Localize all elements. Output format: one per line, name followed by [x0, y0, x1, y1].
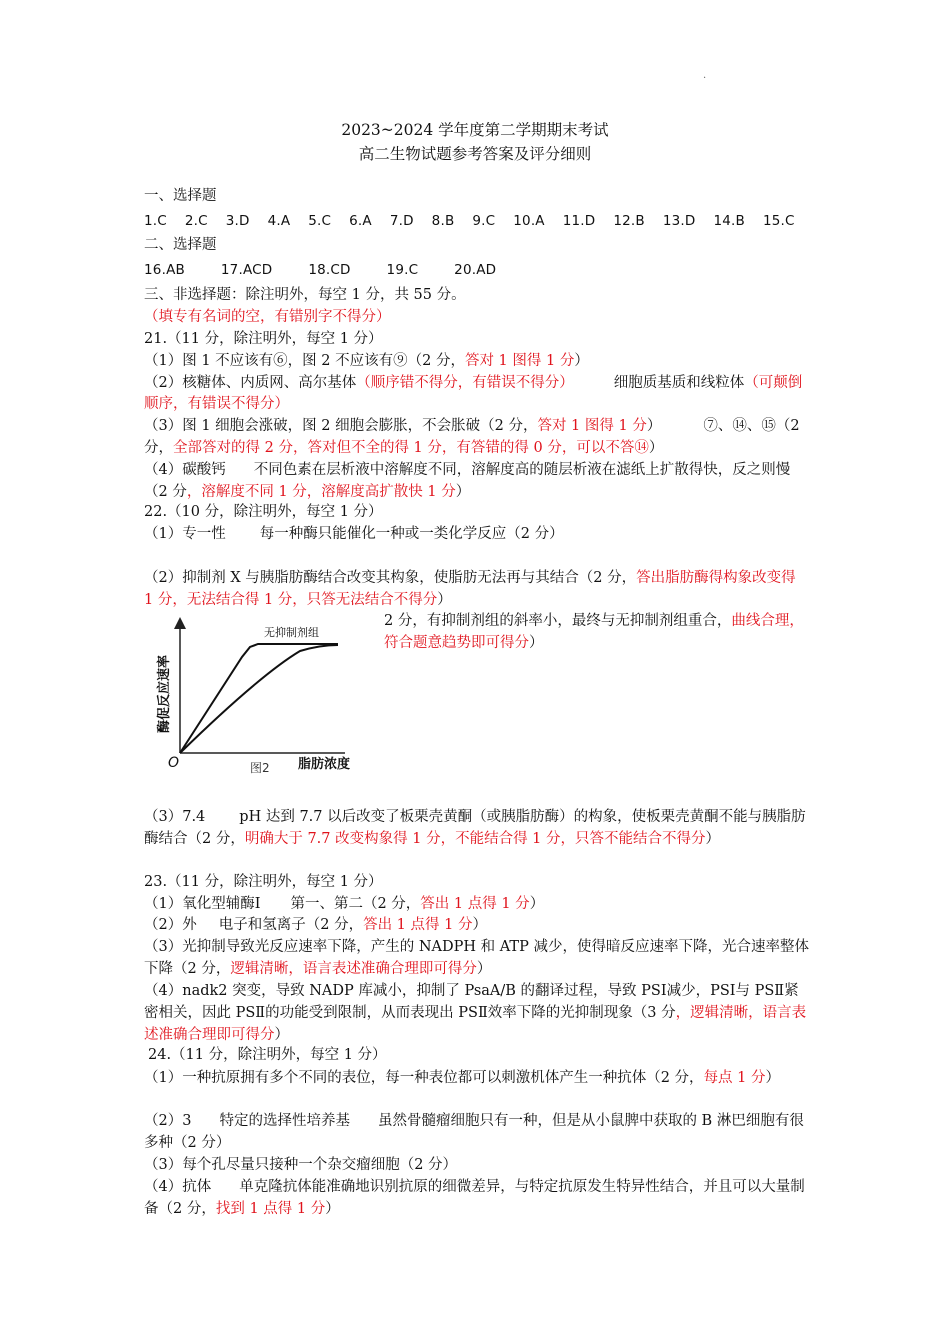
q21-part4: [144, 459, 809, 503]
q24-part3: （3）每个孔尽量只接种一个杂交瘤细胞（2 分）: [144, 1157, 458, 1173]
q21-p3-scoring2: 全部答对的得 2 分，答对但不全的得 1 分，有答错的得 0 分，可以不答⑭: [173, 440, 649, 456]
q23-part4: [144, 980, 809, 1046]
q24-p1-text: （1）一种抗原拥有多个不同的表位，每一种表位都可以刺激机体产生一种抗体（2 分，: [144, 1070, 704, 1086]
q22-p1-answer: （1）专一性: [144, 526, 226, 542]
q23-part3: [144, 936, 809, 980]
q23-p3-text: （3）光抑制导致光反应速率下降，产生的 NADPH 和 ATP 减少，使得暗反应速率下降，光合速率整体下降（2 分，: [144, 939, 809, 977]
section1-heading: 一、选择题: [144, 188, 217, 204]
q21-p3-text: （3）图 1 细胞会涨破，图 2 细胞会膨胀，不会胀破（2 分，: [144, 418, 538, 434]
q22-p3-scoring: 明确大于 7.7 改变构象得 1 分，不能结合得 1 分，只答不能结合不得分: [244, 831, 706, 847]
q23-p4-close: ）: [274, 1027, 289, 1043]
q24-p4-answer1: （4）抗体: [144, 1179, 212, 1195]
curve-label: 无抑制剂组: [264, 626, 319, 639]
q22-figure-note: [384, 610, 810, 654]
q23-part2: [144, 915, 487, 935]
q22-p1-text: 每一种酶只能催化一种或一类化学反应（2 分）: [259, 526, 564, 542]
q21-p3-close: ）: [646, 418, 662, 434]
q21-p3-answer2: ⑦、⑭、⑮（2 分，: [144, 418, 800, 456]
x-axis-label: 脂肪浓度: [298, 757, 351, 772]
q23-p2-scoring: 答出 1 点得 1 分: [363, 917, 473, 933]
top-dot: .: [703, 70, 707, 81]
q21-part1: [144, 351, 589, 371]
q21-p2-text: （2）核糖体、内质网、高尔基体: [144, 375, 357, 391]
q23-p4-scoring: ，逻辑清晰，语言表述准确合理即可得分: [144, 1005, 807, 1043]
no-inhibitor-curve: [180, 644, 338, 753]
q21-p4-answer1: （4）碳酸钙: [144, 462, 226, 478]
q21-p2-scoring: （顺序错不得分，有错误不得分）: [356, 375, 574, 391]
q23-p3-scoring: 逻辑清晰，语言表述准确合理即可得分: [230, 961, 477, 977]
q21-p4-close: ）: [455, 484, 471, 500]
q21-p3-close2: ）: [648, 440, 664, 456]
q23-p2-answer2: 电子和氢离子（2 分，: [218, 917, 364, 933]
q23-p4-text: （4）nadk2 突变，导致 NADP 库减小，抑制了 PsaA/B 的翻译过程，导致 PSⅠ减少，PSⅠ与 PSⅡ紧密相关，因此 PSⅡ的功能受到限制，从而表现出 PSⅡ效率下降的光抑制现象（3 分: [144, 983, 799, 1021]
q24-p1-scoring: 每点 1 分: [703, 1070, 766, 1086]
q24-part2: [144, 1110, 809, 1154]
q22-part2: [144, 567, 809, 611]
q21-p2-answer2: 细胞质基质和线粒体: [613, 375, 745, 391]
y-axis-label: 酶促反应速率: [157, 654, 172, 733]
q24-part4: [144, 1176, 809, 1220]
q23-p1-answer2: 第一、第二（2 分，: [290, 896, 421, 912]
q22-p2-close: ）: [437, 592, 452, 608]
section2-answers: [144, 260, 496, 280]
q22-figure-text: 2 分，有抑制剂组的斜率小，最终与无抑制剂组重合，: [384, 613, 732, 629]
q21-part3: [144, 415, 809, 459]
q24-p2-answer1: （2）3: [144, 1113, 192, 1129]
q21-p2-scoring2: （可颠倒顺序，有错误不得分）: [144, 375, 803, 412]
q23-p2-close: ）: [472, 917, 487, 933]
q23-p1-scoring: 答出 1 点得 1 分: [420, 896, 530, 912]
q23-part1: [144, 894, 544, 914]
q24-p4-scoring: 找到 1 点得 1 分: [215, 1201, 326, 1217]
q21-p1-text: （1）图 1 不应该有⑥，图 2 不应该有⑨（2 分，: [144, 353, 465, 369]
q23-p3-close: ）: [476, 961, 492, 977]
q23-p1-close: ）: [529, 896, 545, 912]
q22-p2-scoring: 答出脂肪酶得构象改变得 1 分，无法结合得 1 分，只答无法结合不得分: [144, 570, 796, 608]
q23-p2-answer1: （2）外: [144, 917, 197, 933]
section1-answer-list: 1.C 2.C 3.D 4.A 5.C 6.A 7.D 8.B 9.C 10.A 11.D 12.B 13.D 14.B 15.C: [144, 213, 795, 229]
q22-part3: [144, 806, 809, 850]
q24-p4-text: 单克隆抗体能准确地识别抗原的细微差异，与特定抗原发生特异性结合，并且可以大量制备（2 分，: [144, 1179, 805, 1217]
q21-part2: [144, 373, 809, 415]
q21-heading: 21.（11 分，除注明外，每空 1 分）: [144, 331, 383, 347]
q24-p4-close: ）: [325, 1201, 340, 1217]
q22-figure-close: ）: [529, 635, 544, 651]
q21-p3-scoring: 答对 1 图得 1 分: [537, 418, 647, 434]
q21-p1-close: ）: [574, 353, 589, 369]
q24-part1: [144, 1067, 809, 1089]
q24-p2-answer2: 特定的选择性培养基: [219, 1113, 350, 1129]
figure-caption: 图2: [250, 761, 270, 775]
q22-p2-text: （2）抑制剂 X 与胰脂肪酶结合改变其构象，使脂肪无法再与其结合（2 分，: [144, 570, 637, 586]
q22-p3-close: ）: [705, 831, 721, 847]
q24-heading: 24.（11 分，除注明外，每空 1 分）: [148, 1047, 387, 1063]
section1-answers: [144, 211, 795, 231]
figure2-graph: [150, 615, 375, 780]
q22-p3-answer1: （3）7.4: [144, 809, 206, 825]
q24-p1-close: ）: [765, 1070, 781, 1086]
q23-heading: 23.（11 分，除注明外，每空 1 分）: [144, 874, 383, 890]
section2-heading: 二、选择题: [144, 237, 217, 253]
answer-key-title: 高二生物试题参考答案及评分细则: [358, 145, 592, 163]
inhibitor-curve: [180, 645, 338, 753]
q22-p3-text: pH 达到 7.7 以后改变了板栗壳黄酮（或胰脂肪酶）的构象，使板栗壳黄酮不能与胰脂肪酶结合（2 分，: [144, 809, 806, 847]
q21-p4-text: 不同色素在层析液中溶解度不同，溶解度高的随层析液在滤纸上扩散得快，反之则慢（2 分: [144, 462, 791, 500]
q22-part1: [144, 524, 564, 544]
q21-p4-scoring: ，溶解度不同 1 分，溶解度高扩散快 1 分: [186, 484, 456, 500]
exam-title: 2023~2024 学年度第二学期期末考试: [341, 121, 609, 139]
origin-label: O: [168, 755, 180, 771]
section2-answer-list: 16.AB 17.ACD 18.CD 19.C 20.AD: [144, 262, 497, 278]
q22-figure-scoring: 曲线合理，符合题意趋势即可得分: [384, 613, 804, 651]
q23-p1-answer1: （1）氧化型辅酶Ⅰ: [144, 896, 261, 912]
q22-heading: 22.（10 分，除注明外，每空 1 分）: [144, 504, 383, 520]
q24-p2-text: 虽然骨髓瘤细胞只有一种，但是从小鼠脾中获取的 B 淋巴细胞有很多种（2 分）: [144, 1113, 804, 1151]
q21-p1-scoring: 答对 1 图得 1 分: [464, 353, 575, 369]
section3-heading: 三、非选择题：除注明外，每空 1 分，共 55 分。: [144, 287, 466, 303]
section3-note: （填专有名词的空，有错别字不得分）: [144, 309, 391, 325]
